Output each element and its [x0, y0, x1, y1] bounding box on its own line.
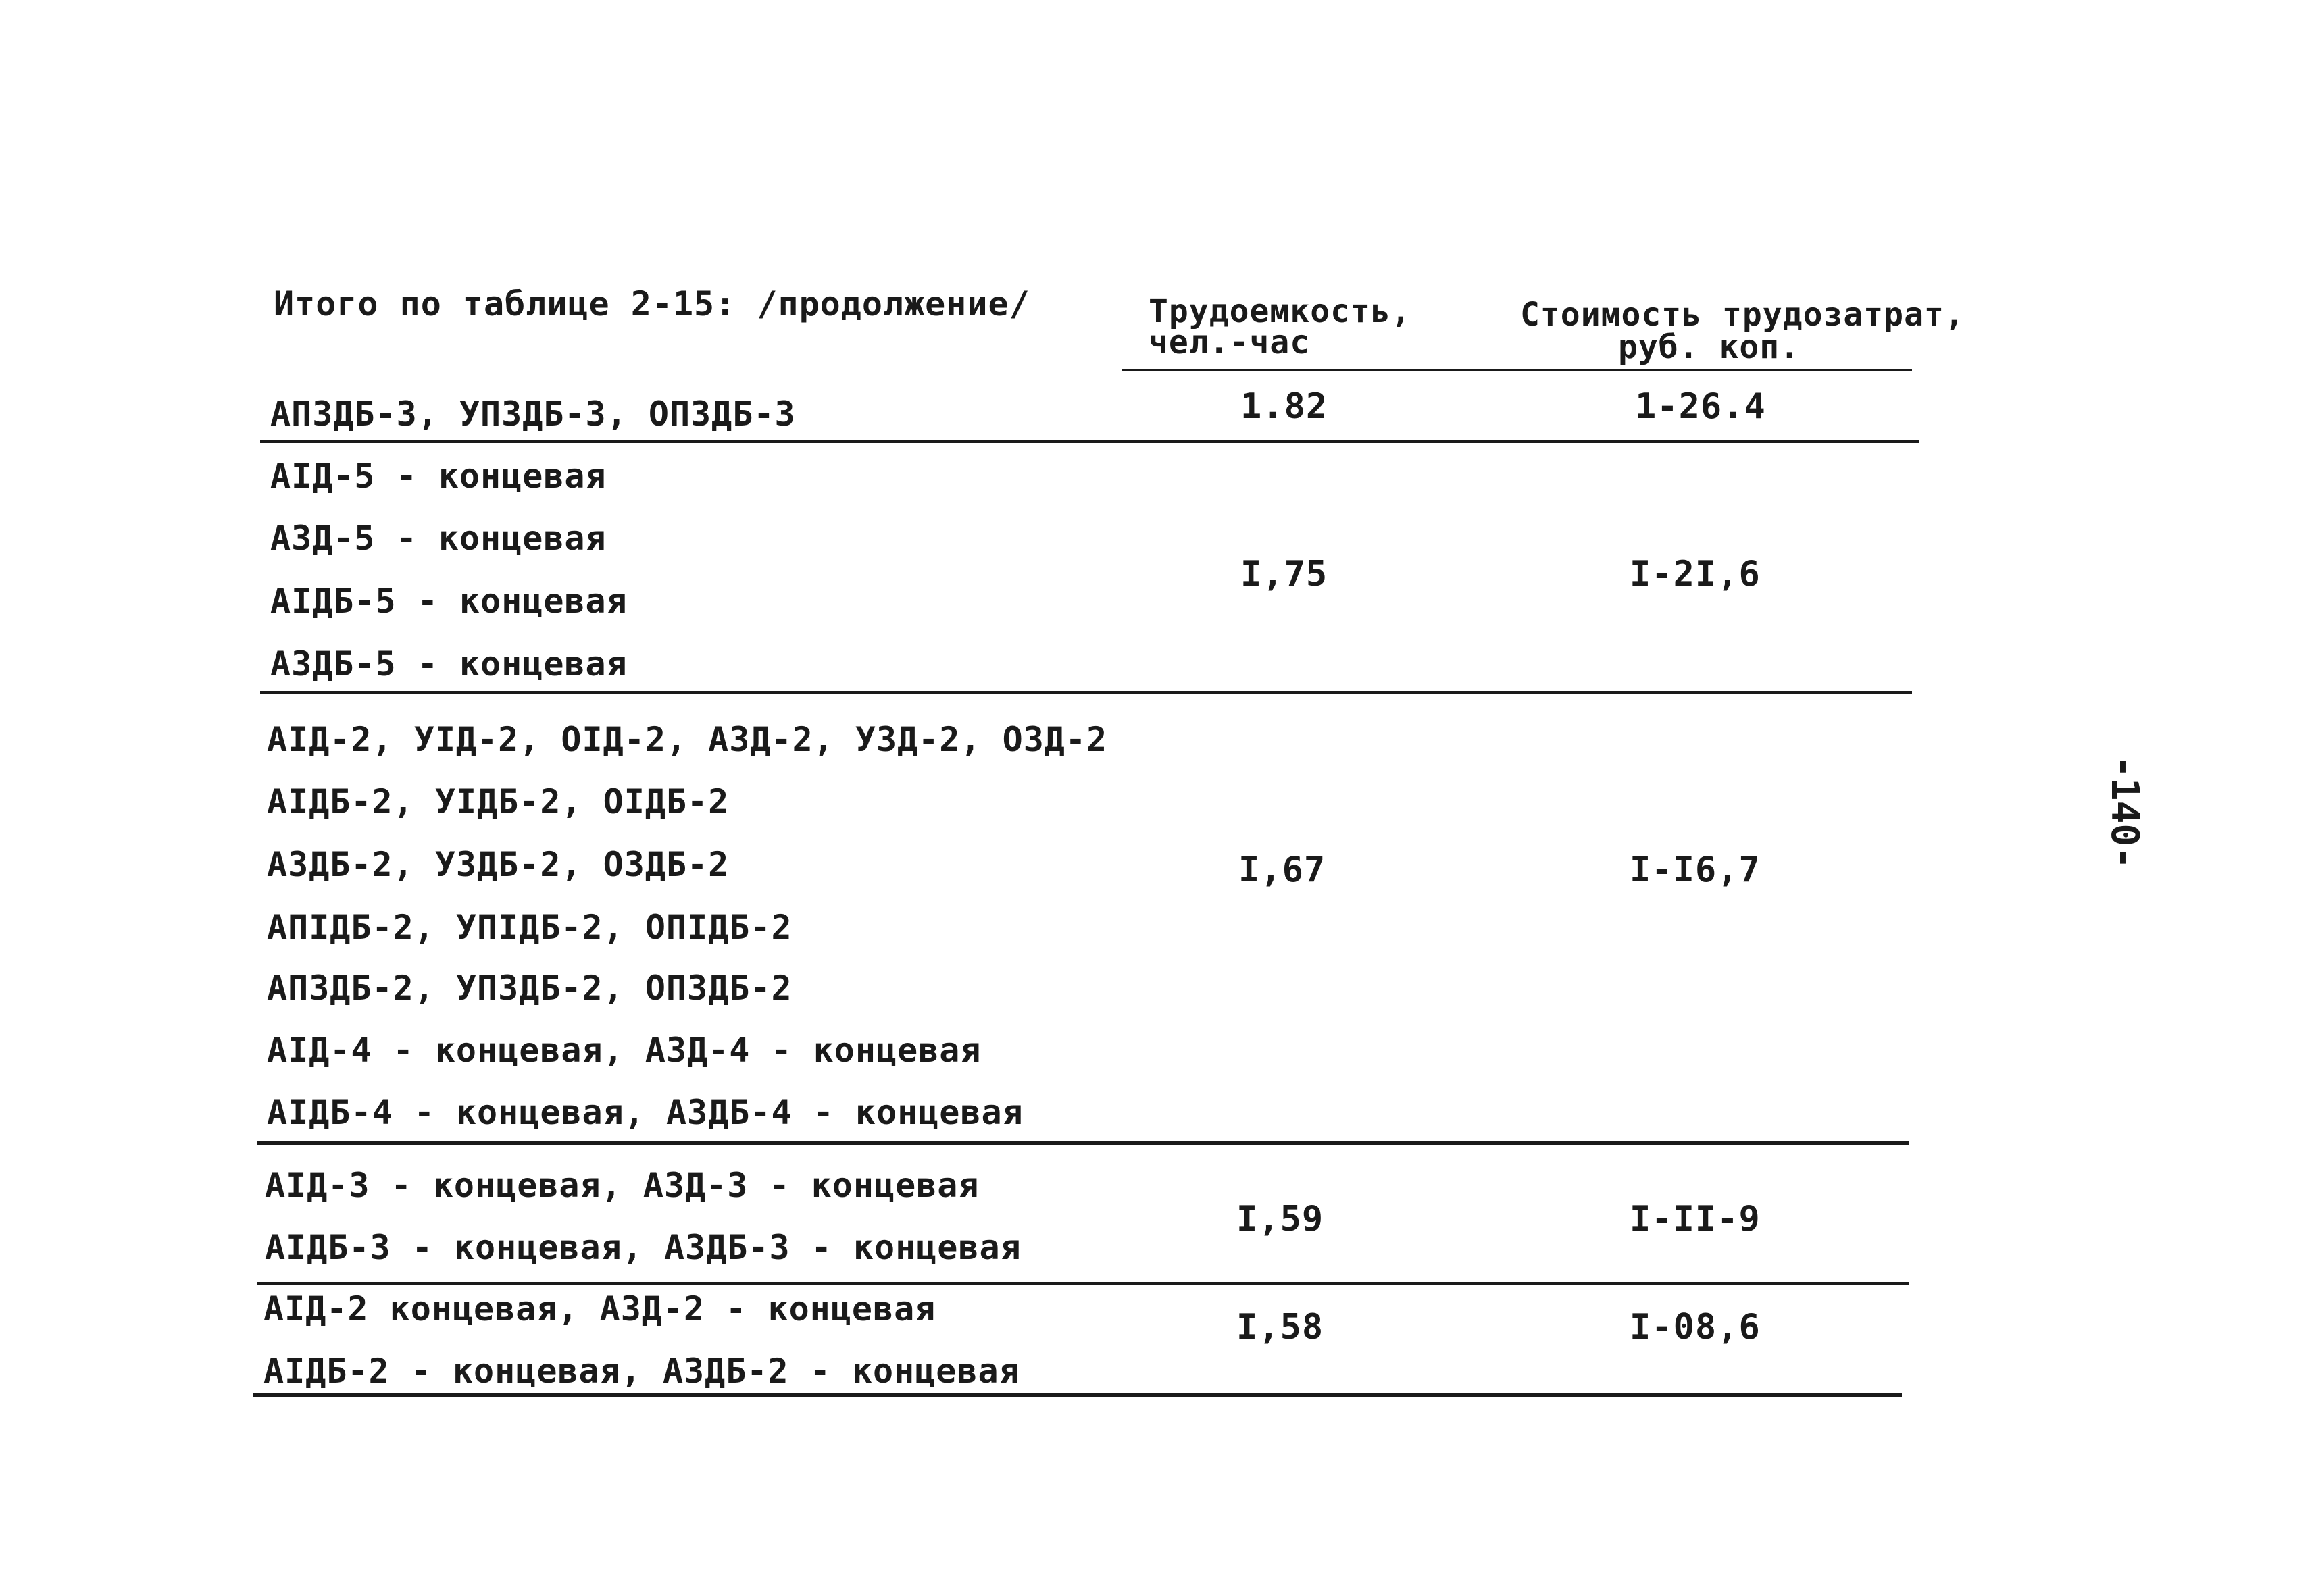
- list-item: АIД-5 - концевая: [270, 457, 607, 496]
- page-number: -140-: [2102, 755, 2146, 869]
- cost-value: 1-26.4: [1635, 386, 1766, 427]
- list-item: АIДБ-4 - концевая, АЗДБ-4 - концевая: [267, 1093, 1024, 1132]
- list-item: АПЗДБ-2, УПЗДБ-2, ОПЗДБ-2: [267, 969, 793, 1008]
- cost-value: I-08,6: [1630, 1307, 1761, 1347]
- row-rule: [257, 1141, 1909, 1145]
- labor-value: I,58: [1236, 1307, 1324, 1347]
- list-item: АIДБ-2 - концевая, АЗДБ-2 - концевая: [263, 1352, 1020, 1391]
- table-title: Итого по таблице 2-15: /продолжение/: [274, 284, 1030, 324]
- cost-value: I-I6,7: [1630, 850, 1761, 890]
- header-cost-line1: Стоимость трудозатрат,: [1520, 296, 1965, 334]
- labor-value: I,75: [1240, 554, 1328, 594]
- list-item: АIД-3 - концевая, АЗД-3 - концевая: [265, 1166, 980, 1205]
- list-item: АПЗДБ-3, УПЗДБ-3, ОПЗДБ-3: [270, 394, 796, 434]
- cost-value: I-2I,6: [1630, 554, 1761, 594]
- labor-value: I,59: [1236, 1199, 1324, 1239]
- list-item: АЗДБ-5 - концевая: [270, 644, 628, 684]
- list-item: АПIДБ-2, УПIДБ-2, ОПIДБ-2: [267, 908, 793, 947]
- header-cost-line2: руб. коп.: [1618, 328, 1801, 366]
- row-rule: [260, 691, 1912, 694]
- list-item: АIДБ-5 - концевая: [270, 582, 628, 621]
- list-item: АЗДБ-2, УЗДБ-2, ОЗДБ-2: [267, 845, 730, 884]
- header-labor-line2: чел.-час: [1149, 324, 1311, 361]
- cost-value: I-II-9: [1630, 1199, 1761, 1239]
- list-item: АIДБ-3 - концевая, АЗДБ-3 - концевая: [265, 1228, 1022, 1267]
- row-rule: [260, 440, 1919, 443]
- list-item: АЗД-5 - концевая: [270, 519, 607, 558]
- row-rule: [253, 1393, 1902, 1397]
- header-rule: [1122, 369, 1912, 371]
- list-item: АIД-2, УIД-2, ОIД-2, АЗД-2, УЗД-2, ОЗД-2: [267, 720, 1108, 759]
- list-item: АIДБ-2, УIДБ-2, ОIДБ-2: [267, 782, 730, 821]
- list-item: АIД-2 концевая, АЗД-2 - концевая: [263, 1289, 936, 1329]
- row-rule: [257, 1282, 1909, 1285]
- labor-value: I,67: [1238, 850, 1326, 890]
- labor-value: 1.82: [1240, 386, 1328, 427]
- header-labor-line1: Трудоемкость,: [1149, 292, 1411, 330]
- list-item: АIД-4 - концевая, АЗД-4 - концевая: [267, 1031, 982, 1070]
